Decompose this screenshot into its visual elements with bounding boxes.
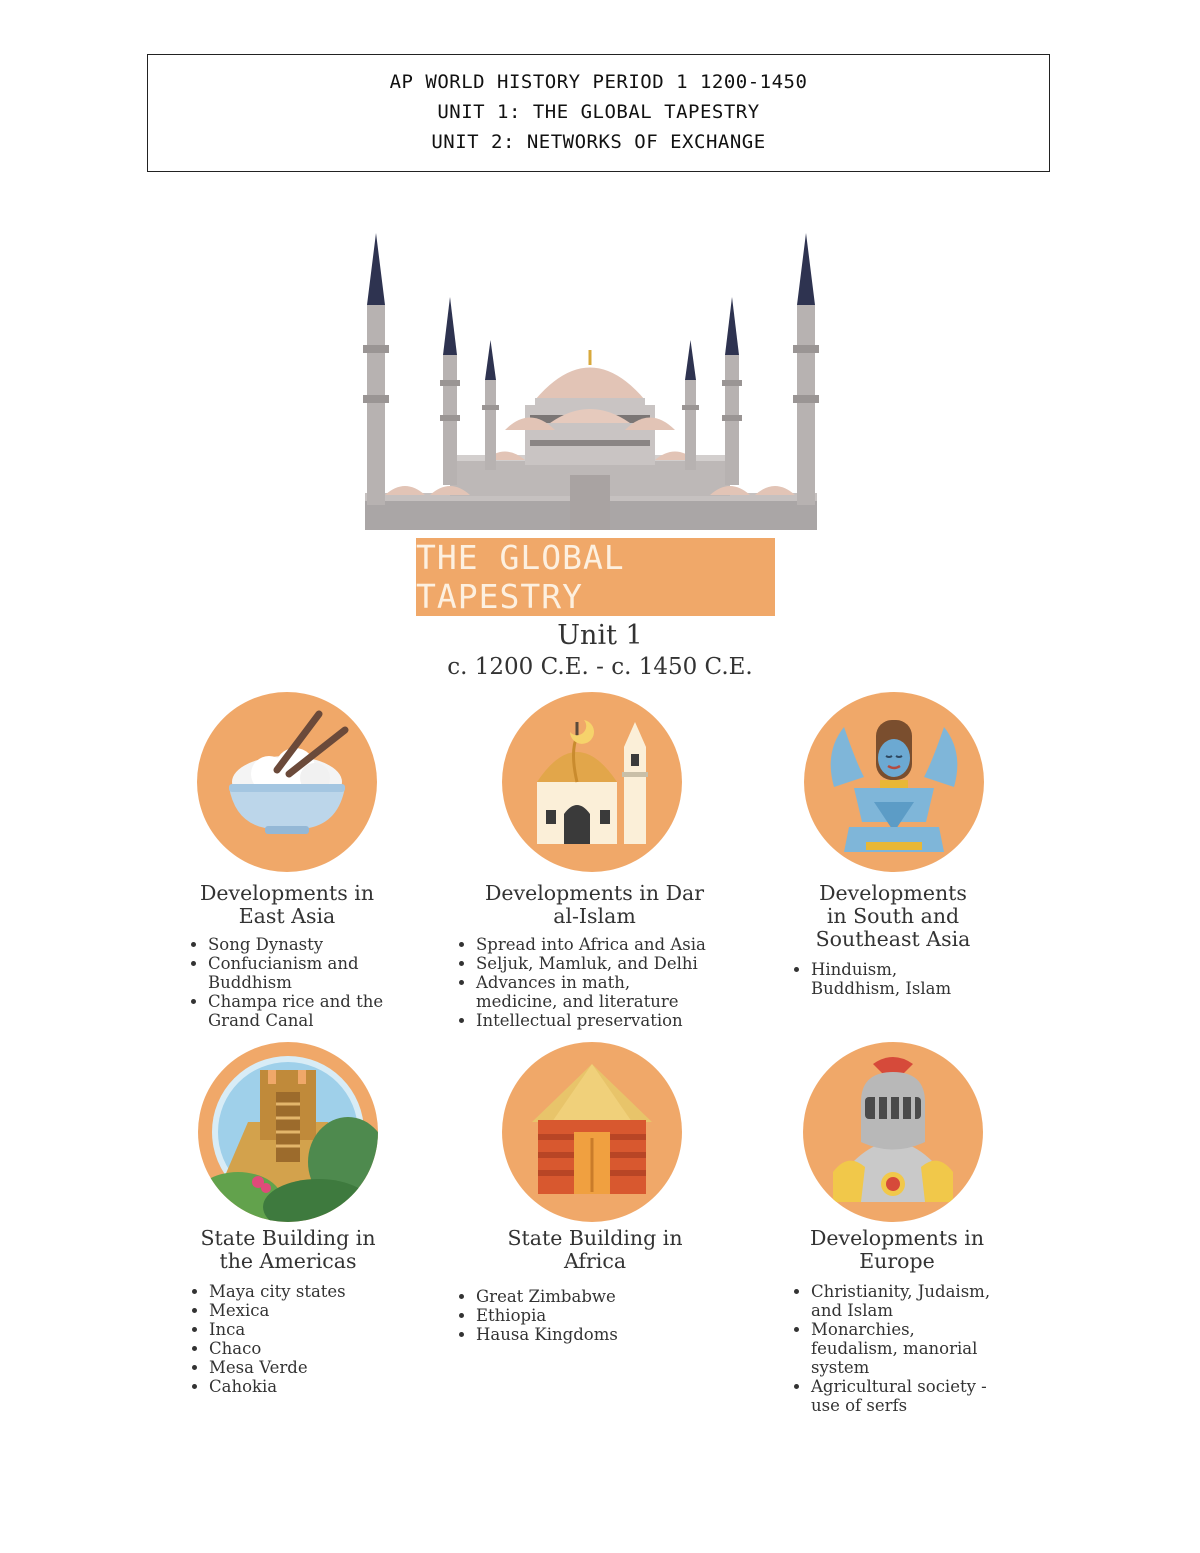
mosque-icon	[502, 692, 682, 872]
topic-title-dar-al-islam	[472, 882, 717, 928]
list-item: • Ethiopia	[476, 1306, 696, 1325]
list-item: • Advances in math, medicine, and literature	[476, 973, 776, 1011]
list-item: • Great Zimbabwe	[476, 1287, 696, 1306]
list-item: • Christianity, Judaism, and Islam	[811, 1282, 1051, 1320]
title-line: East Asia	[238, 904, 336, 928]
title-line: Southeast Asia	[815, 927, 971, 951]
list-item: • Spread into Africa and Asia	[476, 935, 776, 954]
list-item: • Agricultural society - use of serfs	[811, 1377, 1051, 1415]
deity-icon	[804, 692, 984, 872]
rice-bowl-icon	[197, 692, 377, 872]
list-item: • Monarchies, feudalism, manorial system	[811, 1320, 1051, 1377]
title-line: Africa	[563, 1249, 627, 1273]
header-box	[147, 54, 1050, 172]
bullet-list-europe	[791, 1282, 1051, 1415]
topic-title-europe	[777, 1227, 1017, 1273]
bullet-list-americas	[189, 1282, 429, 1396]
title-line: Developments in Dar	[484, 881, 705, 905]
list-item: • Confucianism and Buddhism	[208, 954, 438, 992]
title-line: Developments in	[809, 1226, 985, 1250]
list-item: • Hinduism, Buddhism, Islam	[811, 960, 1031, 998]
list-item: • Champa rice and the Grand Canal	[208, 992, 438, 1030]
banner-title: THE GLOBAL TAPESTRY	[416, 538, 625, 616]
pyramid-icon	[198, 1042, 378, 1222]
global-tapestry-banner	[416, 538, 775, 616]
title-line: the Americas	[219, 1249, 357, 1273]
unit-label: Unit 1	[557, 620, 643, 651]
header-line-unit1: UNIT 1: THE GLOBAL TAPESTRY	[437, 101, 760, 123]
title-line: al-Islam	[553, 904, 636, 928]
list-item: • Chaco	[209, 1339, 429, 1358]
mosque-illustration-icon	[355, 215, 835, 535]
bullet-list-africa	[456, 1287, 696, 1344]
list-item: • Inca	[209, 1320, 429, 1339]
topic-title-east-asia	[167, 882, 407, 928]
bullet-list-dar-al-islam	[456, 935, 776, 1030]
topic-title-south-southeast-asia	[778, 882, 1008, 951]
title-line: Developments in	[199, 881, 375, 905]
title-line: Developments	[819, 881, 967, 905]
hut-icon	[502, 1042, 682, 1222]
bullet-list-east-asia	[188, 935, 438, 1030]
header-line-unit2: UNIT 2: NETWORKS OF EXCHANGE	[431, 131, 766, 153]
title-line: Europe	[859, 1249, 935, 1273]
title-line: State Building in	[507, 1226, 683, 1250]
list-item: • Mexica	[209, 1301, 429, 1320]
title-line: State Building in	[200, 1226, 376, 1250]
bullet-list-south-asia	[791, 960, 1031, 998]
list-item: • Mesa Verde	[209, 1358, 429, 1377]
list-item: • Hausa Kingdoms	[476, 1325, 696, 1344]
list-item: • Cahokia	[209, 1377, 429, 1396]
list-item: • Maya city states	[209, 1282, 429, 1301]
unit-dates: c. 1200 C.E. - c. 1450 C.E.	[447, 654, 753, 680]
list-item: • Song Dynasty	[208, 935, 438, 954]
topic-title-americas	[168, 1227, 408, 1273]
knight-icon	[803, 1042, 983, 1222]
topic-title-africa	[475, 1227, 715, 1273]
list-item: • Seljuk, Mamluk, and Delhi	[476, 954, 776, 973]
title-line: in South and	[826, 904, 960, 928]
list-item: • Intellectual preservation	[476, 1011, 776, 1030]
header-line-period: AP WORLD HISTORY PERIOD 1 1200-1450	[389, 71, 808, 93]
